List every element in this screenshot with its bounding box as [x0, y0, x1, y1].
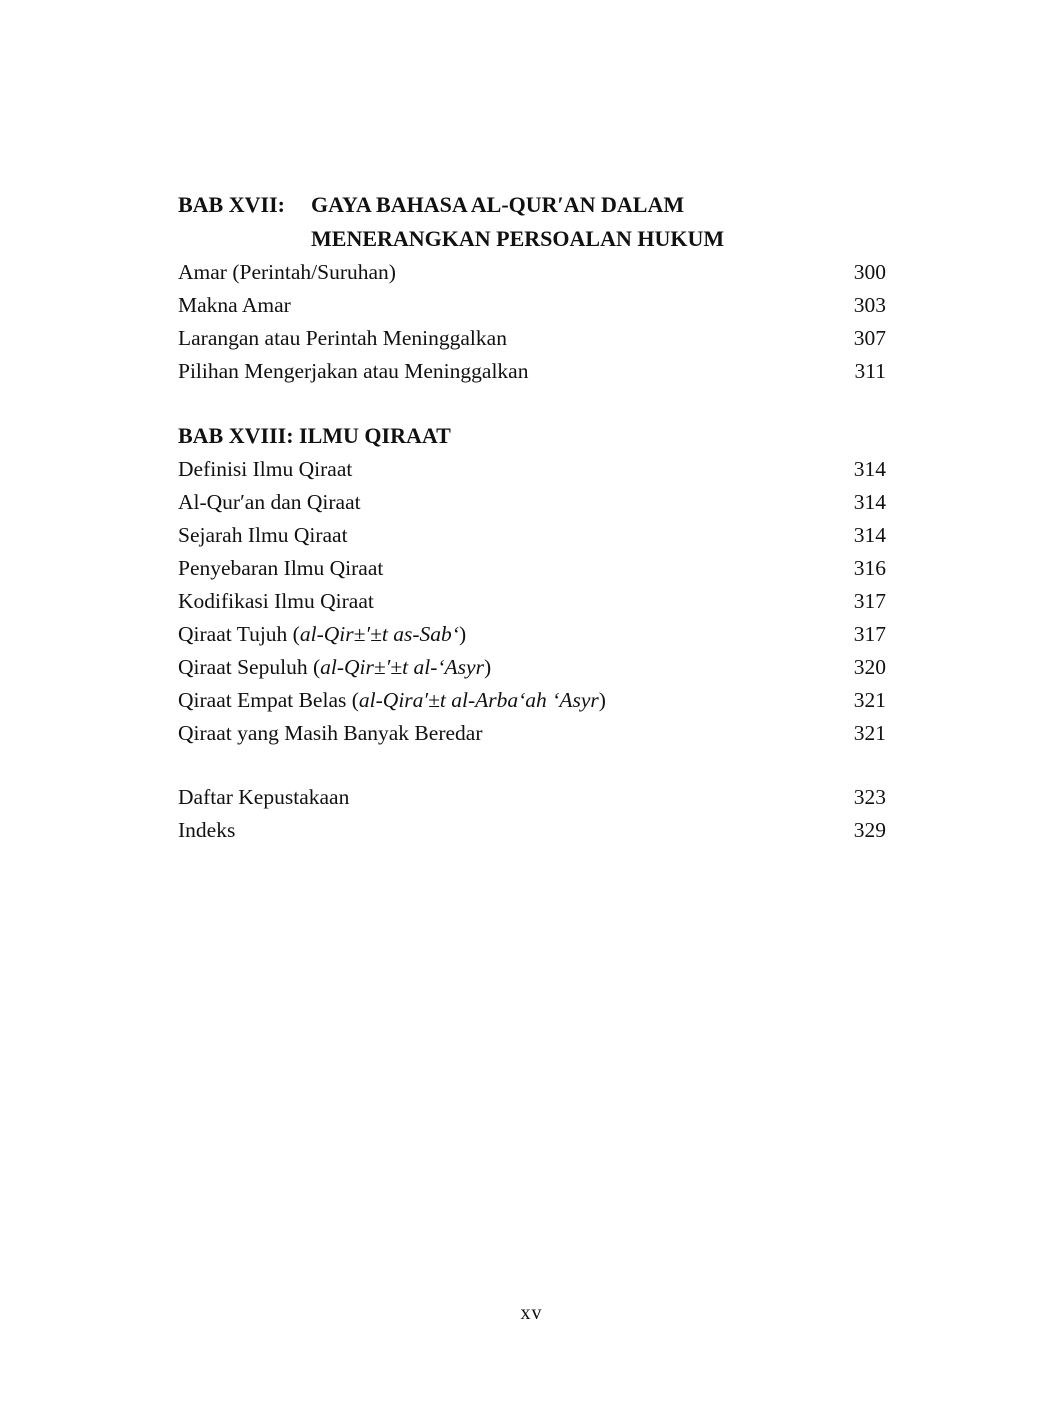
- entry-title: Makna Amar: [178, 293, 291, 317]
- entry-page: 303: [853, 293, 886, 317]
- entry-title-prefix: Qiraat Sepuluh (: [178, 655, 321, 679]
- entry-title: Penyebaran Ilmu Qiraat: [178, 556, 384, 580]
- entry-title-prefix: Qiraat Tujuh (: [178, 622, 300, 646]
- toc-entry[interactable]: [178, 618, 886, 651]
- entry-title: Kodifikasi Ilmu Qiraat: [178, 589, 374, 613]
- toc-entry[interactable]: [178, 585, 886, 618]
- chapter-label: BAB XVIII: ILMU QIRAAT: [178, 423, 451, 448]
- toc-entry[interactable]: [178, 519, 886, 552]
- toc-entry[interactable]: [178, 651, 886, 684]
- entry-title: Qiraat yang Masih Banyak Beredar: [178, 721, 483, 745]
- entry-title-italic: al-Qir±′±t as-Sab‘: [299, 622, 459, 646]
- chapter-title-line2: MENERANGKAN PERSOALAN HUKUM: [311, 226, 725, 251]
- backmatter: [178, 781, 886, 847]
- chapter-label: BAB XVII:: [178, 192, 285, 217]
- toc-entry[interactable]: [178, 289, 886, 322]
- toc-entry[interactable]: [178, 486, 886, 519]
- toc-entry[interactable]: [178, 552, 886, 585]
- toc-entry[interactable]: [178, 814, 886, 847]
- entry-title: Daftar Kepustakaan: [178, 785, 350, 809]
- entry-title-suffix: ): [458, 622, 467, 646]
- entry-title-italic: al-Qira′±t al-Arba‘ah ‘Asyr: [358, 688, 599, 712]
- entry-title: Al-Qur′an dan Qiraat: [178, 490, 361, 514]
- page-number: xv: [520, 1302, 543, 1324]
- entry-title: [178, 618, 466, 651]
- entry-page: 314: [853, 490, 886, 514]
- entry-title: Definisi Ilmu Qiraat: [178, 457, 353, 481]
- chapter-xvii: [178, 188, 886, 388]
- toc-entry[interactable]: [178, 355, 886, 388]
- chapter-title: [311, 188, 886, 256]
- toc-entry[interactable]: [178, 781, 886, 814]
- entry-page: 321: [853, 721, 886, 745]
- entry-page: 307: [853, 326, 886, 350]
- entry-title: Larangan atau Perintah Meninggalkan: [178, 326, 507, 350]
- entry-title-prefix: Qiraat Empat Belas (: [178, 688, 359, 712]
- toc-entry[interactable]: [178, 453, 886, 486]
- entry-page: 314: [853, 457, 886, 481]
- toc-entry[interactable]: [178, 256, 886, 289]
- chapter-heading: [178, 419, 886, 453]
- entry-title-suffix: ): [598, 688, 606, 712]
- entry-page: 329: [853, 818, 886, 842]
- entry-title: Sejarah Ilmu Qiraat: [178, 523, 348, 547]
- entry-title: Indeks: [178, 818, 236, 842]
- entry-page: 323: [853, 785, 886, 809]
- entry-page: 317: [853, 589, 886, 613]
- entry-page: 316: [853, 556, 886, 580]
- chapter-xviii: [178, 419, 886, 750]
- chapter-title-line1: GAYA BAHASA AL-QUR′AN DALAM: [311, 192, 685, 217]
- entry-title-italic: al-Qir±′±t al-‘Asyr: [320, 655, 484, 679]
- entry-page: 320: [853, 655, 886, 679]
- entry-title-suffix: ): [483, 655, 492, 679]
- table-of-contents: [178, 188, 886, 878]
- entry-page: 300: [853, 260, 886, 284]
- entry-page: 311: [854, 359, 886, 383]
- chapter-heading: [178, 188, 886, 256]
- entry-title: Pilihan Mengerjakan atau Meninggalkan: [178, 359, 529, 383]
- entry-title: Amar (Perintah/Suruhan): [178, 260, 396, 284]
- toc-entry[interactable]: [178, 684, 886, 717]
- entry-page: 314: [853, 523, 886, 547]
- entry-title: [178, 651, 491, 684]
- entry-page: 321: [853, 688, 886, 712]
- entry-title: [178, 684, 606, 717]
- toc-entry[interactable]: [178, 322, 886, 355]
- entry-page: 317: [853, 622, 886, 646]
- toc-entry[interactable]: [178, 717, 886, 750]
